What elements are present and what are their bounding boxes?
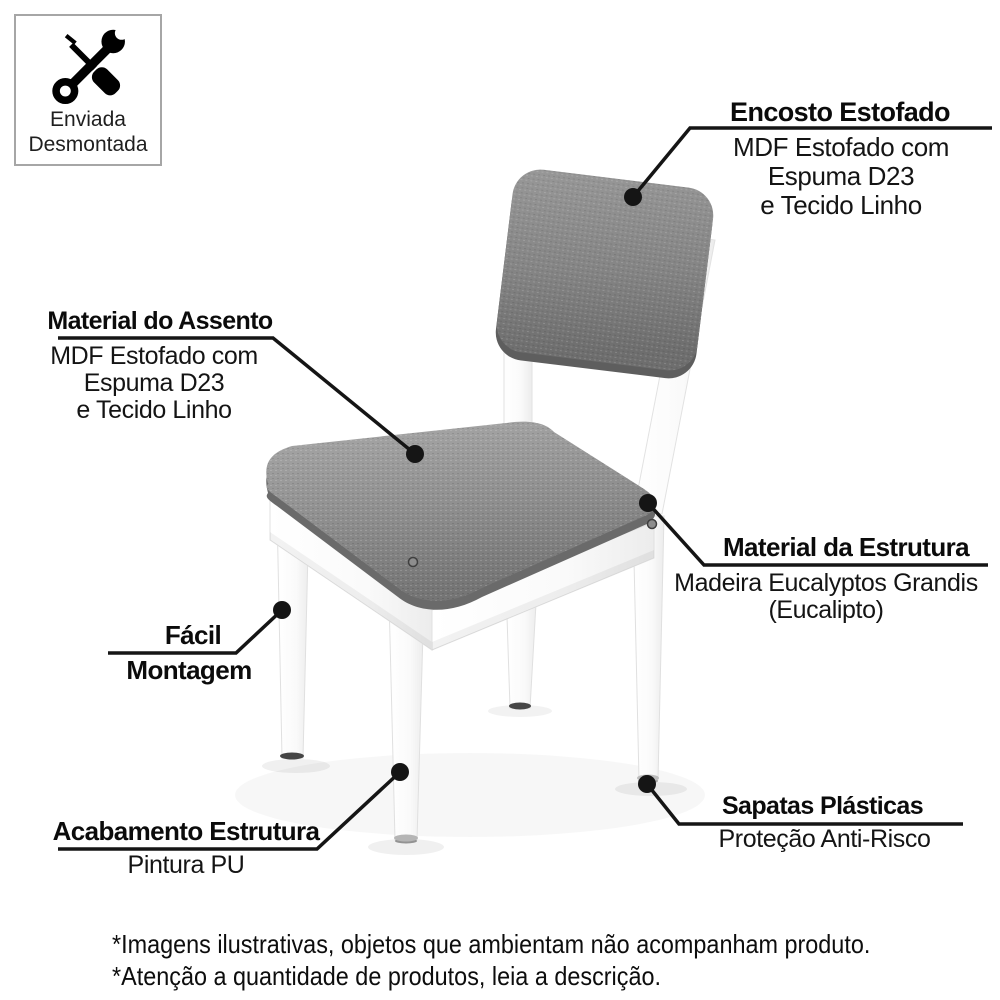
callout-seat-line2: Espuma D23 — [83, 369, 225, 397]
chair-back-post-right — [634, 236, 715, 514]
leader-dot-seat — [406, 445, 424, 463]
callout-seat-line3: e Tecido Linho — [76, 396, 232, 424]
callout-backrest-title: Encosto Estofado — [730, 97, 950, 127]
badge-line-2: Desmontada — [28, 133, 148, 156]
callout-backrest-line3: e Tecido Linho — [760, 190, 922, 220]
callout-backrest-line2: Espuma D23 — [767, 161, 915, 191]
chair-leg-front-center — [389, 598, 424, 844]
callout-seat-title: Material do Assento — [47, 307, 273, 335]
footnote-line-2: *Atenção a quantidade de produtos, leia a descrição. — [112, 961, 661, 991]
assembly-badge — [14, 14, 162, 166]
chair-back-post-left — [504, 330, 532, 440]
footnotes — [112, 928, 994, 992]
callout-assembly-title-line2: Montagem — [126, 655, 252, 685]
callout-assembly-title-line1: Fácil — [164, 620, 222, 650]
callout-seat-description — [26, 343, 282, 424]
leader-dot-feet — [638, 775, 656, 793]
callout-finish-title: Acabamento Estrutura — [52, 816, 320, 846]
leader-dot-assembly — [273, 601, 291, 619]
callout-feet-title: Sapatas Plásticas — [721, 792, 924, 820]
screw — [409, 558, 418, 567]
chair-leg-rear — [506, 586, 537, 708]
leader-dot-backrest — [624, 188, 642, 206]
callout-finish-description: Pintura PU — [127, 851, 245, 879]
callout-frame-line2: (Eucalipto) — [768, 596, 884, 624]
callout-backrest-description — [690, 133, 992, 220]
chair-apron — [270, 500, 654, 650]
tools-icon — [46, 23, 130, 107]
leader-dot-finish — [391, 763, 409, 781]
callout-seat-line1: MDF Estofado com — [50, 342, 258, 370]
chair-leg-front-left — [277, 510, 309, 760]
chair-leg-right — [633, 516, 664, 784]
seat-cushion — [266, 422, 655, 610]
callout-frame-line1: Madeira Eucalyptos Grandis — [674, 569, 978, 597]
backrest-cushion — [493, 166, 717, 381]
footnote-line-1: *Imagens ilustrativas, objetos que ambientam não acompanham produto. — [112, 929, 871, 959]
screw — [648, 520, 657, 529]
callout-backrest-line1: MDF Estofado com — [732, 132, 950, 162]
leader-dot-frame — [639, 494, 657, 512]
badge-line-1: Enviada — [50, 108, 126, 131]
callout-frame-title: Material da Estrutura — [722, 532, 970, 562]
callout-feet-description: Proteção Anti-Risco — [718, 825, 931, 853]
callout-frame-description — [658, 570, 994, 624]
